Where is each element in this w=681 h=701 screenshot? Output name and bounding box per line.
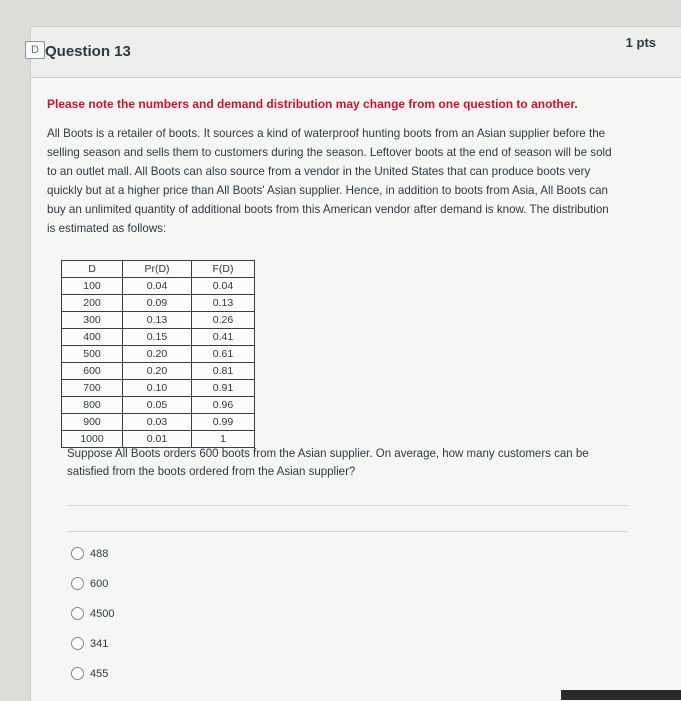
table-cell: 0.41 bbox=[192, 329, 255, 346]
table-cell: 0.91 bbox=[192, 380, 255, 397]
question-header bbox=[31, 27, 681, 78]
answer-option[interactable] bbox=[71, 637, 108, 650]
table-cell: 1000 bbox=[62, 431, 123, 448]
table-row bbox=[62, 380, 255, 397]
radio-button[interactable] bbox=[71, 637, 84, 650]
answer-label: 4500 bbox=[90, 607, 115, 620]
table-cell: 500 bbox=[62, 346, 123, 363]
answer-label: 455 bbox=[90, 667, 109, 680]
table-cell: 900 bbox=[62, 414, 123, 431]
table-row bbox=[62, 397, 255, 414]
answer-option[interactable] bbox=[71, 547, 108, 560]
table-cell: 0.10 bbox=[123, 380, 192, 397]
divider bbox=[67, 531, 627, 532]
table-row bbox=[62, 363, 255, 380]
table-cell: 200 bbox=[62, 295, 123, 312]
table-row bbox=[62, 278, 255, 295]
table-cell: 0.05 bbox=[123, 397, 192, 414]
table-cell: 0.96 bbox=[192, 397, 255, 414]
table-row bbox=[62, 329, 255, 346]
question-prompt: Suppose All Boots orders 600 boots from the Asian supplier. On average, how many customers can be satisfied from the boots ordered from the Asian supplier? bbox=[67, 448, 589, 478]
table-cell: 400 bbox=[62, 329, 123, 346]
table-cell: 0.20 bbox=[123, 363, 192, 380]
question-title: Question 13 bbox=[45, 43, 131, 60]
table-cell: 0.04 bbox=[123, 278, 192, 295]
table-cell: 1 bbox=[192, 431, 255, 448]
table-cell: 0.01 bbox=[123, 431, 192, 448]
table-cell: 0.99 bbox=[192, 414, 255, 431]
table-cell: 800 bbox=[62, 397, 123, 414]
table-cell: 0.03 bbox=[123, 414, 192, 431]
question-card bbox=[30, 26, 681, 701]
table-row bbox=[62, 414, 255, 431]
table-cell: 0.20 bbox=[123, 346, 192, 363]
table-cell: 0.61 bbox=[192, 346, 255, 363]
answer-label: 341 bbox=[90, 637, 109, 650]
table-row bbox=[62, 295, 255, 312]
demand-distribution-table bbox=[61, 260, 255, 448]
answer-option[interactable] bbox=[71, 577, 108, 590]
screen-edge-shadow bbox=[561, 690, 681, 700]
table-cell: 0.15 bbox=[123, 329, 192, 346]
table-cell: 300 bbox=[62, 312, 123, 329]
answer-option[interactable] bbox=[71, 607, 114, 620]
table-cell: 0.04 bbox=[192, 278, 255, 295]
question-note: Please note the numbers and demand distribution may change from one question to another. bbox=[47, 97, 578, 111]
radio-button[interactable] bbox=[71, 667, 84, 680]
table-cell: 0.26 bbox=[192, 312, 255, 329]
question-points: 1 pts bbox=[625, 35, 656, 50]
table-cell: 0.09 bbox=[123, 295, 192, 312]
table-header-row bbox=[62, 261, 255, 278]
table-cell: 600 bbox=[62, 363, 123, 380]
question-body: All Boots is a retailer of boots. It sources a kind of waterproof hunting boots from an Asian supplier before the selling season and sells them to customers during the season. Leftover boots at the end of season will be sold to an outlet mall. All Boots can also source from a vendor in the United States that can produce boots very quickly but at a higher price than All Boots' Asian supplier. Hence, in addition to boots from Asia, All Boots can buy an unlimited quantity of additional boots from this American vendor after demand is know. The distribution is estimated as follows: bbox=[47, 127, 612, 235]
radio-button[interactable] bbox=[71, 607, 84, 620]
table-header-cell: F(D) bbox=[192, 261, 255, 278]
table-cell: 0.81 bbox=[192, 363, 255, 380]
table-row bbox=[62, 346, 255, 363]
table-cell: 0.13 bbox=[123, 312, 192, 329]
table-cell: 100 bbox=[62, 278, 123, 295]
radio-button[interactable] bbox=[71, 577, 84, 590]
radio-button[interactable] bbox=[71, 547, 84, 560]
answer-label: 488 bbox=[90, 547, 109, 560]
table-header-cell: D bbox=[62, 261, 123, 278]
question-marker-icon[interactable]: D bbox=[25, 41, 45, 59]
divider bbox=[67, 505, 627, 506]
answer-label: 600 bbox=[90, 577, 109, 590]
table-cell: 0.13 bbox=[192, 295, 255, 312]
table-header-cell: Pr(D) bbox=[123, 261, 192, 278]
table-row bbox=[62, 312, 255, 329]
table-cell: 700 bbox=[62, 380, 123, 397]
answer-option[interactable] bbox=[71, 667, 108, 680]
